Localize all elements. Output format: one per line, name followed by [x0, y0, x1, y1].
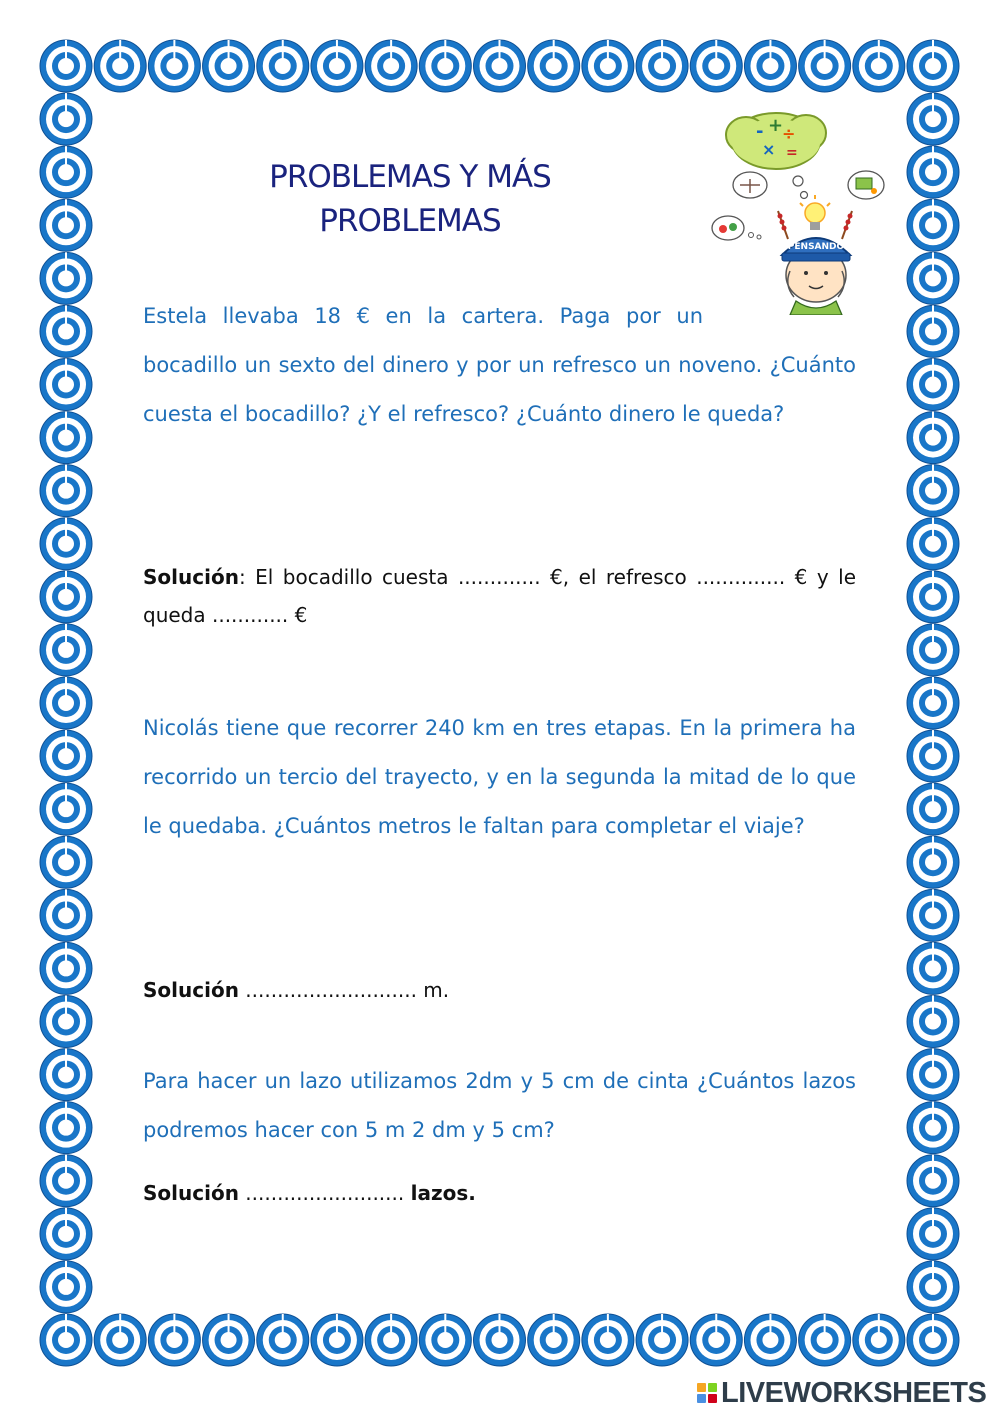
spiral-border-icon: [40, 836, 92, 888]
spiral-border-icon: [907, 305, 959, 357]
watermark-text: LIVEWORKSHEETS: [721, 1376, 987, 1409]
solution-blanks[interactable]: ........................... m.: [238, 978, 450, 1002]
spiral-border-icon: [907, 942, 959, 994]
solution-label: Solución: [143, 565, 239, 589]
spiral-border-icon: [907, 783, 959, 835]
spiral-border-icon: [853, 1314, 905, 1366]
svg-text:÷: ÷: [782, 124, 796, 143]
spiral-border-icon: [40, 783, 92, 835]
spiral-border-icon: [907, 677, 959, 729]
spiral-border-icon: [907, 93, 959, 145]
svg-text:×: ×: [762, 140, 776, 159]
liveworksheets-logo-icon: [697, 1383, 717, 1403]
spiral-border-icon: [94, 40, 146, 92]
spiral-border-icon: [148, 40, 200, 92]
spiral-border-icon: [203, 1314, 255, 1366]
spiral-border-icon: [40, 1314, 92, 1366]
spiral-border-icon: [690, 1314, 742, 1366]
spiral-border-icon: [907, 624, 959, 676]
spiral-border-icon: [799, 1314, 851, 1366]
spiral-border-icon: [582, 1314, 634, 1366]
svg-text:=: =: [786, 145, 798, 161]
spiral-border-icon: [907, 412, 959, 464]
spiral-border-icon: [907, 1155, 959, 1207]
spiral-border-icon: [744, 40, 796, 92]
spiral-border-icon: [40, 1155, 92, 1207]
problem-3-solution: [143, 1174, 856, 1212]
solution-blanks[interactable]: .........................: [238, 1181, 411, 1205]
spiral-border-icon: [365, 1314, 417, 1366]
spiral-border-icon: [40, 252, 92, 304]
spiral-border-icon: [907, 836, 959, 888]
page-title: [200, 155, 620, 243]
thought-cloud-icon: [726, 113, 826, 169]
scale-thought-icon: [733, 172, 767, 198]
spiral-border-icon: [419, 40, 471, 92]
liveworksheets-watermark: [697, 1378, 986, 1408]
spiral-border-icon: [907, 1049, 959, 1101]
spiral-border-icon: [744, 1314, 796, 1366]
spiral-border-icon: [907, 889, 959, 941]
spiral-border-icon: [40, 1208, 92, 1260]
solution-label: Solución: [143, 978, 239, 1002]
title-line-1: PROBLEMAS Y MÁS: [269, 159, 551, 195]
spiral-border-icon: [907, 359, 959, 411]
spiral-border-icon: [528, 40, 580, 92]
spiral-border-icon: [907, 571, 959, 623]
problem-1-first-line: Estela llevaba 18 € en la cartera. Paga por un: [143, 304, 703, 328]
spiral-border-icon: [907, 996, 959, 1048]
problem-3-text: Para hacer un lazo utilizamos 2dm y 5 cm de cinta ¿Cuántos lazos podremos hacer con 5 m 2 dm y 5 cm?: [143, 1069, 856, 1142]
spiral-border-icon: [40, 518, 92, 570]
spiral-border-icon: [690, 40, 742, 92]
spiral-border-icon: [365, 40, 417, 92]
spiral-border-icon: [419, 1314, 471, 1366]
spiral-border-icon: [799, 40, 851, 92]
spiral-border-icon: [636, 1314, 688, 1366]
spiral-border-icon: [40, 465, 92, 517]
spiral-border-icon: [907, 1314, 959, 1366]
hat-label: PENSANDO: [787, 242, 845, 252]
spiral-border-icon: [311, 40, 363, 92]
spiral-border-icon: [40, 624, 92, 676]
spiral-border-icon: [474, 1314, 526, 1366]
spiral-border-icon: [528, 1314, 580, 1366]
spiral-border-icon: [40, 93, 92, 145]
spiral-border-icon: [907, 40, 959, 92]
spiral-border-icon: [907, 199, 959, 251]
spiral-border-icon: [257, 40, 309, 92]
thinking-child-icon: [706, 103, 896, 315]
spiral-border-icon: [40, 996, 92, 1048]
spiral-border-icon: [853, 40, 905, 92]
spiral-border-icon: [257, 1314, 309, 1366]
spiral-border-icon: [907, 730, 959, 782]
spiral-border-icon: [907, 1261, 959, 1313]
solution-unit: lazos.: [410, 1181, 476, 1205]
spiral-border-icon: [40, 199, 92, 251]
spiral-border-icon: [907, 1208, 959, 1260]
spiral-border-icon: [40, 1049, 92, 1101]
spiral-border-icon: [40, 730, 92, 782]
spiral-border-icon: [203, 40, 255, 92]
problem-1-solution: [143, 558, 856, 634]
spiral-border-icon: [40, 40, 92, 92]
spiral-border-icon: [40, 677, 92, 729]
spiral-border-icon: [40, 359, 92, 411]
spiral-border-icon: [40, 412, 92, 464]
spiral-border-icon: [907, 1102, 959, 1154]
fruit-thought-icon: [712, 216, 744, 240]
spiral-border-icon: [40, 305, 92, 357]
spiral-border-icon: [40, 1102, 92, 1154]
problem-2-text: Nicolás tiene que recorrer 240 km en tres etapas. En la primera ha recorrido un tercio del trayecto, y en la segunda la mitad de lo que le quedaba. ¿Cuántos metros le faltan para completar el viaje?: [143, 716, 856, 838]
light-bulb-icon: [800, 195, 830, 230]
spiral-border-icon: [582, 40, 634, 92]
money-thought-icon: [848, 171, 884, 199]
svg-text:+: +: [768, 115, 784, 136]
solution-label: Solución: [143, 1181, 239, 1205]
title-line-2: PROBLEMAS: [319, 203, 501, 239]
spiral-border-icon: [636, 40, 688, 92]
spiral-border-icon: [40, 889, 92, 941]
solution-blanks[interactable]: : El bocadillo cuesta ............. €, el refresco .............. € y le queda ............ €: [143, 565, 856, 627]
spiral-border-icon: [907, 518, 959, 570]
problem-1-text: bocadillo un sexto del dinero y por un refresco un noveno. ¿Cuánto cuesta el bocadillo? ¿Y el refresco? ¿Cuánto dinero le queda?: [143, 353, 856, 426]
spiral-border-icon: [311, 1314, 363, 1366]
spiral-border-icon: [907, 465, 959, 517]
spiral-border-icon: [474, 40, 526, 92]
spiral-border-icon: [40, 1261, 92, 1313]
svg-text:-: -: [756, 121, 764, 142]
problem-2-solution: [143, 971, 856, 1009]
spiral-border-icon: [40, 571, 92, 623]
spiral-border-icon: [907, 146, 959, 198]
spiral-border-icon: [40, 942, 92, 994]
spiral-border-icon: [40, 146, 92, 198]
spiral-border-icon: [907, 252, 959, 304]
spiral-border-icon: [94, 1314, 146, 1366]
spiral-border-icon: [148, 1314, 200, 1366]
